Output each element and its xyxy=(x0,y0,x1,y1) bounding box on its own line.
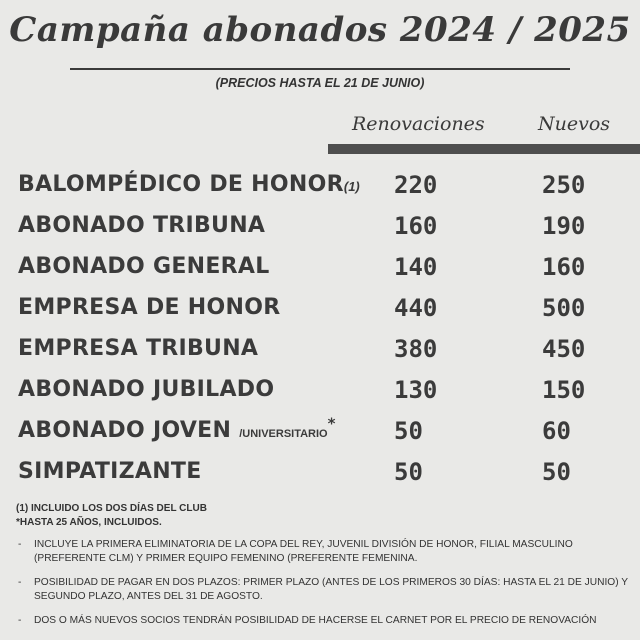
price-nuevos: 450 xyxy=(542,335,586,363)
row-name: EMPRESA TRIBUNA xyxy=(18,336,259,361)
list-item-text: DOS O MÁS NUEVOS SOCIOS TENDRÁN POSIBILIDAD DE HACERSE EL CARNET POR EL PRECIO DE RENOVACIÓN xyxy=(34,615,597,626)
table-row xyxy=(18,289,640,330)
list-item-text: POSIBILIDAD DE PAGAR EN DOS PLAZOS: PRIMER PLAZO (ANTES DE LOS PRIMEROS 30 DÍAS: HASTA EL 21 DE JUNIO) Y SEGUNDO PLAZO, ANTES DEL 31 DE AGOSTO. xyxy=(34,577,628,602)
footnote-2: *HASTA 25 AÑOS, INCLUIDOS. xyxy=(16,517,162,528)
row-name xyxy=(18,166,360,206)
dash-marker: - xyxy=(18,615,22,626)
price-renovaciones: 220 xyxy=(394,171,438,199)
dash-marker: - xyxy=(18,577,22,588)
column-header-nuevos: Nuevos xyxy=(538,113,611,135)
row-name: ABONADO JUBILADO xyxy=(18,377,275,402)
list-item xyxy=(16,614,638,628)
row-name-text: ABONADO JOVEN xyxy=(18,418,232,443)
table-row xyxy=(18,412,640,453)
price-nuevos: 50 xyxy=(542,458,571,486)
price-nuevos: 60 xyxy=(542,417,571,445)
price-nuevos: 160 xyxy=(542,253,586,281)
price-renovaciones: 50 xyxy=(394,417,423,445)
title-underline xyxy=(70,68,570,70)
row-name: EMPRESA DE HONOR xyxy=(18,295,281,320)
page-subtitle: (PRECIOS HASTA EL 21 DE JUNIO) xyxy=(215,76,425,90)
price-renovaciones: 440 xyxy=(394,294,438,322)
table-row xyxy=(18,371,640,412)
price-table xyxy=(18,166,640,494)
footnotes xyxy=(16,502,207,530)
dash-marker: - xyxy=(18,539,22,550)
price-nuevos: 150 xyxy=(542,376,586,404)
footnote-1: (1) INCLUIDO LOS DOS DÍAS DEL CLUB xyxy=(16,503,207,514)
row-name-text: BALOMPÉDICO DE HONOR xyxy=(18,172,344,197)
row-name: ABONADO TRIBUNA xyxy=(18,213,266,238)
list-item xyxy=(16,576,638,604)
table-row xyxy=(18,330,640,371)
row-note: (1) xyxy=(343,179,360,194)
table-row xyxy=(18,207,640,248)
row-note: /UNIVERSITARIO xyxy=(239,428,328,440)
header-bar xyxy=(328,144,640,154)
row-name: SIMPATIZANTE xyxy=(18,459,202,484)
list-item xyxy=(16,538,638,566)
table-row xyxy=(18,166,640,207)
price-renovaciones: 380 xyxy=(394,335,438,363)
price-nuevos: 250 xyxy=(542,171,586,199)
conditions-list xyxy=(16,538,638,638)
price-renovaciones: 160 xyxy=(394,212,438,240)
column-header-renovaciones: Renovaciones xyxy=(352,113,485,135)
table-row xyxy=(18,248,640,289)
list-item-text: INCLUYE LA PRIMERA ELIMINATORIA DE LA COPA DEL REY, JUVENIL DIVISIÓN DE HONOR, FILIAL MASCULINO (PREFERENTE CLM) Y PRIMER EQUIPO FEMENINO (PREFERENTE FEMENINA. xyxy=(34,539,573,564)
row-name: ABONADO GENERAL xyxy=(18,254,270,279)
price-renovaciones: 50 xyxy=(394,458,423,486)
price-nuevos: 190 xyxy=(542,212,586,240)
price-renovaciones: 140 xyxy=(394,253,438,281)
price-nuevos: 500 xyxy=(542,294,586,322)
table-row xyxy=(18,453,640,494)
price-renovaciones: 130 xyxy=(394,376,438,404)
row-star: * xyxy=(327,414,336,433)
row-name xyxy=(18,412,336,453)
page-title: Campaña abonados 2024 / 2025 xyxy=(9,10,631,50)
